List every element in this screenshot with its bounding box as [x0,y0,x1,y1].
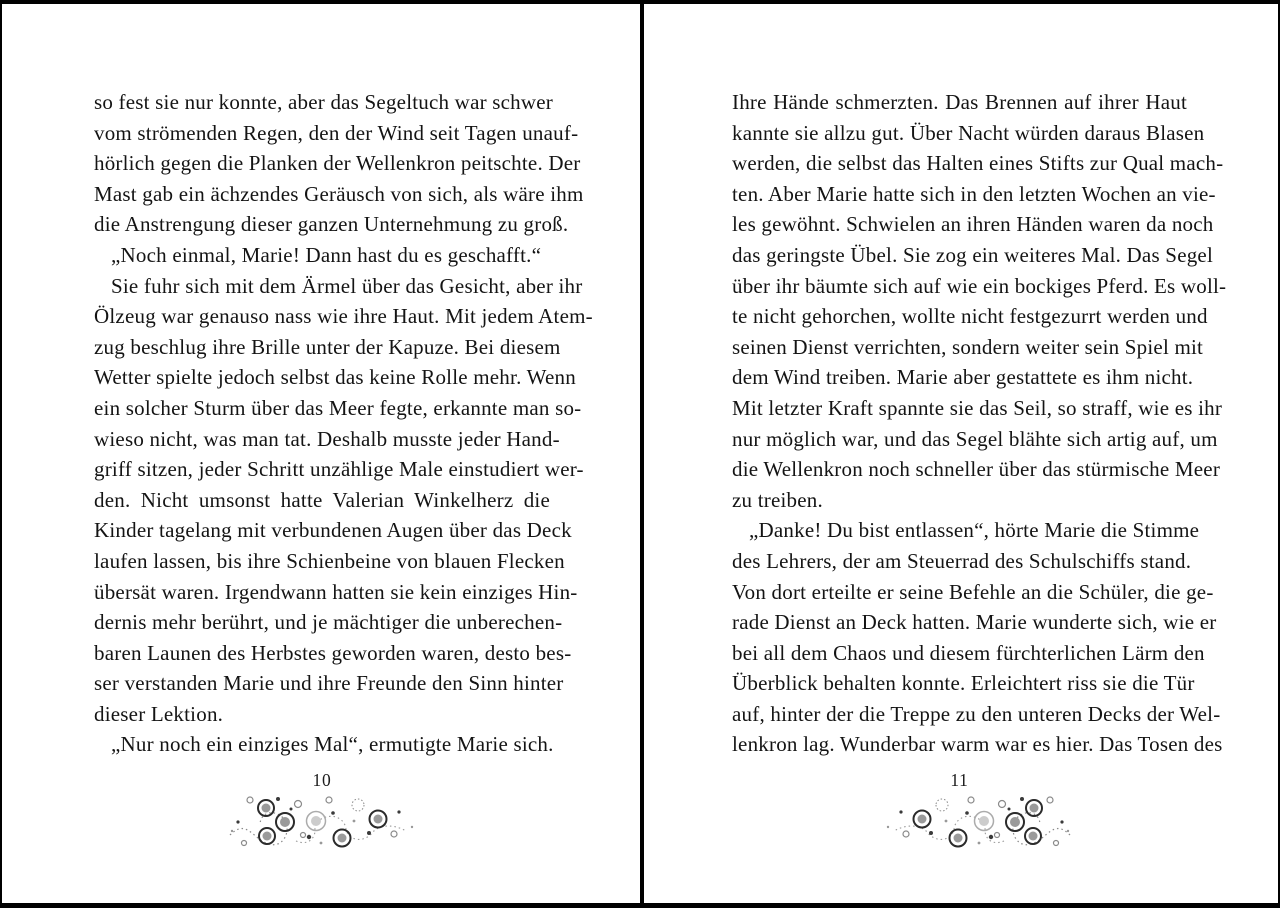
text-line: zu treiben. [732,487,823,512]
text-line: Wetter spielte jedoch selbst das keine Rolle mehr. Wenn [94,365,576,390]
text-line: les gewöhnt. Schwielen an ihren Händen waren da noch [732,212,1214,237]
text-line: dem Wind treiben. Marie aber gestattete es ihm nicht. [732,365,1194,390]
text-line: te nicht gehorchen, wollte nicht festgezurrt werden und [732,304,1208,329]
text-line: hörlich gegen die Planken der Wellenkron peitschte. Der [94,151,581,176]
page-number-right: 11 [950,770,969,790]
text-line: die Wellenkron noch schneller über das stürmische Meer [732,457,1221,482]
text-line: laufen lassen, bis ihre Schienbeine von blauen Flecken [94,548,565,573]
text-line: wieso nicht, was man tat. Deshalb musste jeder Hand- [94,426,560,451]
text-line: seinen Dienst verrichten, sondern weiter sein Spiel mit [732,334,1204,359]
left-page-text [94,87,593,760]
page-number-left: 10 [312,770,332,790]
text-line: lenkron lag. Wunderbar warm war es hier. Das Tosen des [732,732,1223,757]
text-line: Überblick behalten konnte. Erleichtert riss sie die Tür [732,671,1195,696]
right-page[interactable] [644,4,1280,903]
text-line: Ihre Hände schmerzten. Das Brennen auf ihrer Haut [732,90,1187,114]
text-line: die Anstrengung dieser ganzen Unternehmung zu groß. [94,212,569,237]
text-line: vom strömenden Regen, den der Wind seit Tagen unauf- [94,120,579,145]
text-line: Kinder tagelang mit verbundenen Augen über das Deck [94,518,572,543]
text-line: werden, die selbst das Halten eines Stifts zur Qual mach- [732,151,1224,176]
text-line: Mit letzter Kraft spannte sie das Seil, so straff, wie es ihr [732,395,1223,420]
text-line: das geringste Übel. Sie zog ein weiteres Mal. Das Segel [732,242,1214,267]
text-line: rade Dienst an Deck hatten. Marie wunderte sich, wie er [732,610,1217,635]
text-line: baren Launen des Herbstes geworden waren, desto bes- [94,640,572,665]
bubbles-ornament [884,791,1074,849]
text-line: bei all dem Chaos und diesem fürchterlichen Lärm den [732,640,1205,665]
text-line: Sie fuhr sich mit dem Ärmel über das Gesicht, aber ihr [111,273,583,298]
text-line: zug beschlug ihre Brille unter der Kapuze. Bei diesem [94,334,561,359]
right-page-footer [732,770,1187,791]
text-line: Mast gab ein ächzendes Geräusch von sich, als wäre ihm [94,181,584,206]
text-line: über ihr bäumte sich auf wie ein bockiges Pferd. Es woll- [732,273,1227,298]
text-line: ser verstanden Marie und ihre Freunde den Sinn hinter [94,671,564,696]
text-line: Ölzeug war genauso nass wie ihre Haut. Mit jedem Atem- [94,304,593,329]
text-line: dieser Lektion. [94,701,224,726]
text-line: übersät waren. Irgendwann hatten sie kein einziges Hin- [94,579,578,604]
text-line: ein solcher Sturm über das Meer fegte, erkannte man so- [94,395,582,420]
text-line: „Nur noch ein einziges Mal“, ermutigte Marie sich. [111,732,554,757]
text-line: nur möglich war, und das Segel blähte sich artig auf, um [732,426,1218,451]
text-line: ten. Aber Marie hatte sich in den letzten Wochen an vie- [732,181,1216,206]
left-page[interactable] [2,4,640,903]
text-line: so fest sie nur konnte, aber das Segeltuch war schwer [94,90,553,114]
text-line: kannte sie allzu gut. Über Nacht würden daraus Blasen [732,120,1205,145]
left-page-footer [94,770,550,791]
text-line: auf, hinter der die Treppe zu den unteren Decks der Wel- [732,701,1221,726]
bubbles-ornament [226,791,416,849]
right-page-text [732,87,1227,760]
text-line: dernis mehr berührt, und je mächtiger die unberechen- [94,610,563,635]
text-line: des Lehrers, der am Steuerrad des Schulschiffs stand. [732,548,1192,573]
text-line: „Danke! Du bist entlassen“, hörte Marie die Stimme [749,518,1200,543]
text-line: „Noch einmal, Marie! Dann hast du es geschafft.“ [111,242,542,267]
text-line: den. Nicht umsonst hatte Valerian Winkelherz die [94,487,550,512]
text-line: Von dort erteilte er seine Befehle an die Schüler, die ge- [732,579,1214,604]
text-line: griff sitzen, jeder Schritt unzählige Male einstudiert wer- [94,457,584,482]
